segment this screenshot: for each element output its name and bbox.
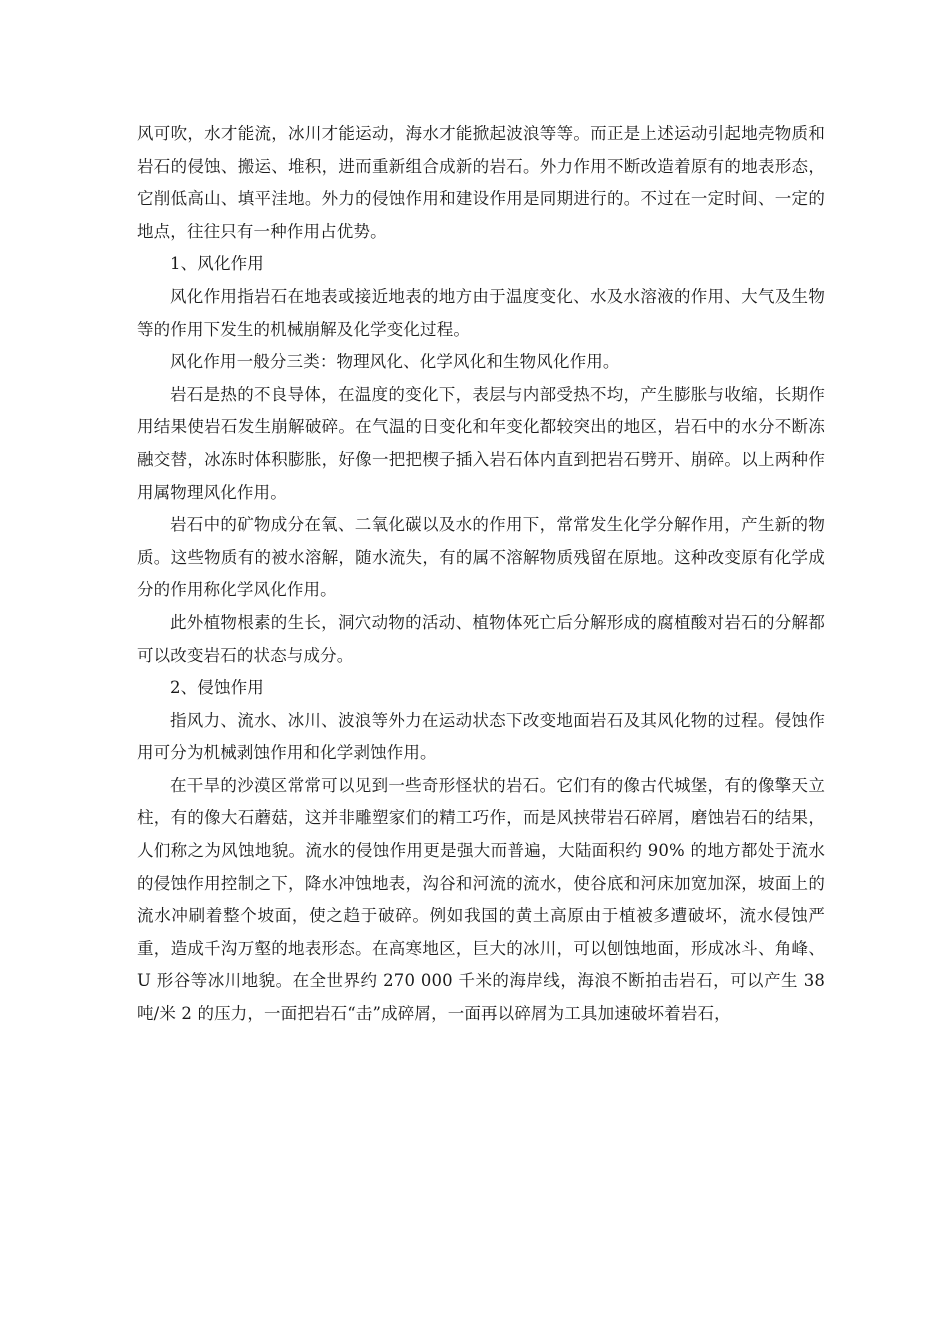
paragraph-physical-weathering: 岩石是热的不良导体，在温度的变化下，表层与内部受热不均，产生膨胀与收缩，长期作用结果使岩石发生崩解破碎。在气温的日变化和年变化都较突出的地区，岩石中的水分不断冻融交替，冰冻时体积膨胀，好像一把把楔子插入岩石体内直到把岩石劈开、崩碎。以上两种作用属物理风化作用。 <box>137 384 825 502</box>
section-heading-weathering: 1、风化作用 <box>170 254 264 274</box>
section-heading-erosion: 2、侵蚀作用 <box>170 678 264 698</box>
paragraph-biological-weathering: 此外植物根素的生长，洞穴动物的活动、植物体死亡后分解形成的腐植酸对岩石的分解都可以改变岩石的状态与成分。 <box>137 612 825 665</box>
paragraph-intro: 风可吹，水才能流，冰川才能运动，海水才能掀起波浪等等。而正是上述运动引起地壳物质和岩石的侵蚀、搬运、堆积，进而重新组合成新的岩石。外力作用不断改造着原有的地表形态，它削低高山、填平洼地。外力的侵蚀作用和建设作用是同期进行的。不过在一定时间、一定的地点，往往只有一种作用占优势。 <box>137 124 825 241</box>
document-page <box>137 118 825 1031</box>
paragraph-erosion-definition: 指风力、流水、冰川、波浪等外力在运动状态下改变地面岩石及其风化物的过程。侵蚀作用可分为机械剥蚀作用和化学剥蚀作用。 <box>137 710 825 763</box>
paragraph-weathering-definition: 风化作用指岩石在地表或接近地表的地方由于温度变化、水及水溶液的作用、大气及生物等的作用下发生的机械崩解及化学变化过程。 <box>137 286 825 339</box>
paragraph-erosion-examples: 在干旱的沙漠区常常可以见到一些奇形怪状的岩石。它们有的像古代城堡，有的像擎天立柱，有的像大石蘑菇，这并非雕塑家们的精工巧作，而是风挟带岩石碎屑，磨蚀岩石的结果，人们称之为风蚀地貌。流水的侵蚀作用更是强大而普遍，大陆面积约 90% 的地方都处于流水的侵蚀作用控制之下，降水冲蚀地表，沟谷和河流的流水，使谷底和河床加宽加深，坡面上的流水冲刷着整个坡面，使之趋于破碎。例如我国的黄土高原由于植被多遭破坏，流水侵蚀严重，造成千沟万壑的地表形态。在高寒地区，巨大的冰川，可以刨蚀地面，形成冰斗、角峰、U 形谷等冰川地貌。在全世界约 270 000 千米的海岸线，海浪不断拍击岩石，可以产生 38 吨/米 2 的压力，一面把岩石“击”成碎屑，一面再以碎屑为工具加速破坏着岩石， <box>137 775 825 1024</box>
paragraph-weathering-types: 风化作用一般分三类：物理风化、化学风化和生物风化作用。 <box>170 352 620 372</box>
paragraph-chemical-weathering: 岩石中的矿物成分在氧、二氧化碳以及水的作用下，常常发生化学分解作用，产生新的物质。这些物质有的被水溶解，随水流失，有的属不溶解物质残留在原地。这种改变原有化学成分的作用称化学风化作用。 <box>137 515 825 600</box>
